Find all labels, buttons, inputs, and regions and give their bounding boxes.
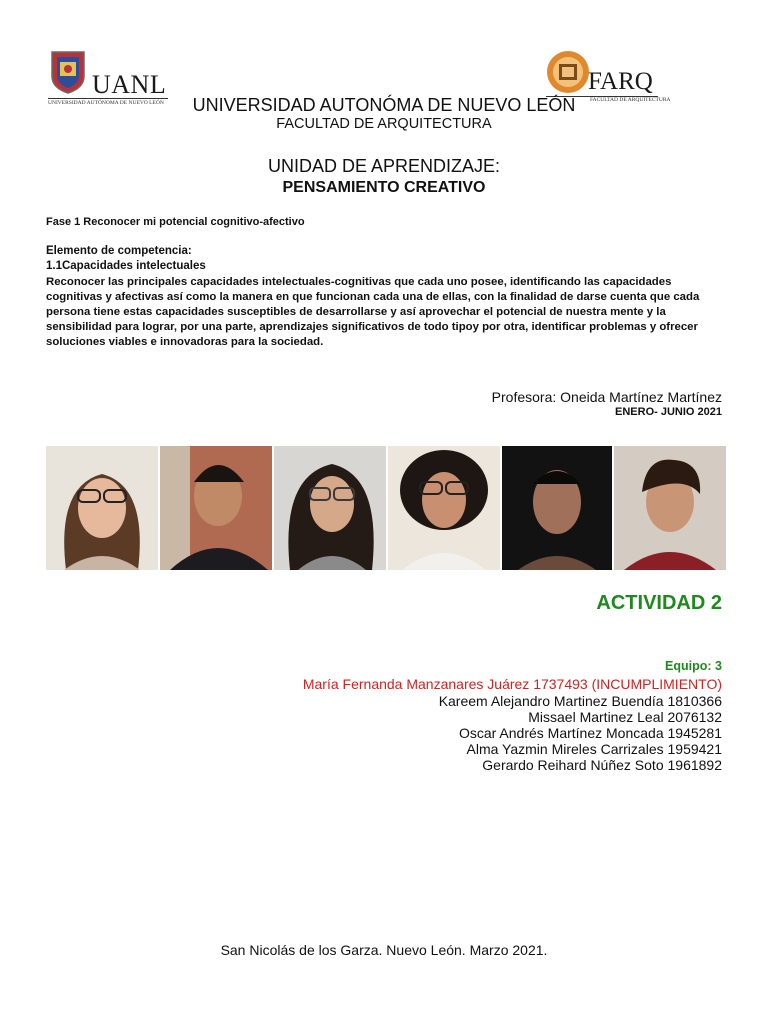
unit-name: PENSAMIENTO CREATIVO [282,179,486,196]
unit-label: UNIDAD DE APRENDIZAJE: [267,156,501,176]
farq-subtitle: FACULTAD DE ARQUITECTURA [590,97,671,103]
activity-title: ACTIVIDAD 2 [596,592,722,614]
team-photo-5 [502,446,612,570]
team-photo-6 [614,446,726,570]
team-member: Kareem Alejandro Martinez Buendía 1810366 [438,693,722,709]
farq-seal-icon [546,50,590,94]
school-period: ENERO- JUNIO 2021 [615,406,722,418]
team-photo-4 [388,446,500,570]
faculty-title: FACULTAD DE ARQUITECTURA [276,116,492,132]
farq-wordmark: FARQ [588,68,653,95]
uanl-subtitle: UNIVERSIDAD AUTÓNOMA DE NUEVO LEÓN [48,100,164,106]
team-member: María Fernanda Manzanares Juárez 1737493 (INCUMPLIMIENTO) [302,676,722,692]
team-member: Alma Yazmin Mireles Carrizales 1959421 [466,741,722,757]
uanl-wordmark: UANL [92,70,167,99]
team-member: Missael Martinez Leal 2076132 [528,709,722,725]
team-photo-3 [274,446,386,570]
competency-label: Elemento de competencia: [46,245,192,257]
university-title: UNIVERSIDAD AUTONÓMA DE NUEVO LEÓN [192,95,576,115]
competency-description: Reconocer las principales capacidades intelectuales-cognitivas que cada uno posee, identificando las capacidades cognitivas y afectivas así como la manera en que funcionan cada una de ellas, con la finalidad de darse cuenta que cada persona tiene estas capacidades susceptibles de desarrollarse y así aprovechar el potencial de nuestra mente y la sensibilidad para lograr, por una parte, aprendizajes significativos de todo tipoy por otra, identificar problemas y ofrecer soluciones viables e innovadoras para la sociedad. [46,276,700,348]
competency-item: 1.1Capacidades intelectuales [46,260,206,272]
place-and-date: San Nicolás de los Garza. Nuevo León. Marzo 2021. [220,942,548,958]
team-photo-strip [46,446,726,570]
team-number: Equipo: 3 [665,659,722,673]
team-member: Gerardo Reihard Núñez Soto 1961892 [482,757,722,773]
uanl-seal-icon [48,50,88,94]
phase-text: Fase 1 Reconocer mi potencial cognitivo-afectivo [46,216,305,228]
team-member: Oscar Andrés Martínez Moncada 1945281 [458,725,722,741]
teacher-name: Profesora: Oneida Martínez Martínez [491,389,722,405]
team-photo-2 [160,446,272,570]
team-photo-1 [46,446,158,570]
